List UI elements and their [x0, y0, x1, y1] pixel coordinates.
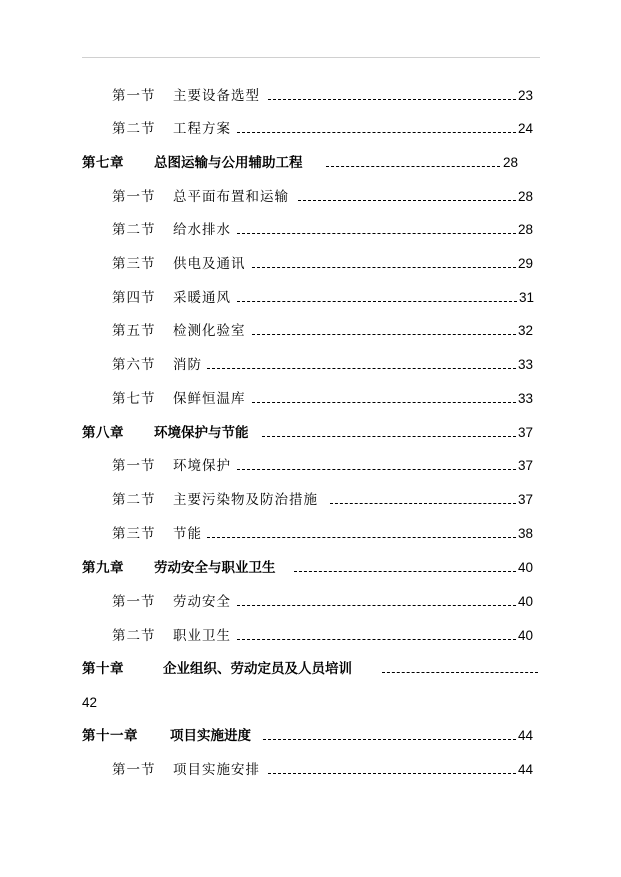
toc-entry-page: 23 — [518, 88, 534, 103]
toc-entry-section[interactable] — [0, 624, 621, 648]
toc-leader-dots — [237, 233, 516, 234]
toc-entry-label: 第一节 — [112, 189, 156, 205]
toc-leader-dots — [326, 166, 500, 167]
toc-entry-page: 28 — [518, 189, 534, 204]
toc-leader-dots — [237, 469, 516, 470]
toc-entry-title: 工程方案 — [173, 121, 231, 137]
toc-leader-dots — [262, 436, 516, 437]
toc-leader-dots — [237, 639, 516, 640]
toc-entry-chapter[interactable] — [0, 724, 621, 748]
toc-entry-chapter[interactable] — [0, 421, 621, 445]
toc-entry-title: 总平面布置和运输 — [173, 189, 289, 205]
toc-entry-chapter[interactable] — [0, 657, 621, 681]
toc-entry-title: 项目实施安排 — [173, 762, 260, 778]
toc-entry-label: 第六节 — [112, 357, 156, 373]
toc-leader-dots — [294, 571, 516, 572]
toc-entry-title: 采暖通风 — [173, 290, 231, 306]
toc-leader-dots — [237, 132, 516, 133]
toc-entry-title: 环境保护与节能 — [154, 425, 249, 441]
toc-entry-page: 31 — [519, 290, 535, 305]
toc-entry-title: 项目实施进度 — [170, 728, 251, 744]
toc-entry-page: 38 — [518, 526, 534, 541]
toc-entry-section[interactable] — [0, 319, 621, 343]
toc-entry-page: 24 — [518, 121, 534, 136]
toc-entry-section[interactable] — [0, 286, 621, 310]
toc-entry-section[interactable] — [0, 84, 621, 108]
toc-leader-dots — [237, 301, 517, 302]
toc-entry-label: 第二节 — [112, 492, 156, 508]
toc-entry-chapter[interactable] — [0, 151, 621, 175]
toc-entry-section[interactable] — [0, 218, 621, 242]
toc-entry-section[interactable] — [0, 522, 621, 546]
toc-entry-title: 环境保护 — [173, 458, 231, 474]
toc-entry-page: 29 — [518, 256, 534, 271]
toc-entry-label: 第五节 — [112, 323, 156, 339]
toc-entry-title: 供电及通讯 — [173, 256, 246, 272]
toc-entry-page: 37 — [518, 458, 534, 473]
toc-entry-page: 33 — [518, 357, 534, 372]
toc-entry-page: 44 — [518, 728, 534, 743]
toc-entry-label: 第三节 — [112, 256, 156, 272]
toc-leader-dots — [207, 537, 516, 538]
toc-entry-section[interactable] — [0, 185, 621, 209]
toc-entry-label: 第二节 — [112, 222, 156, 238]
toc-entry-section[interactable] — [0, 387, 621, 411]
toc-entry-label: 第一节 — [112, 458, 156, 474]
toc-leader-dots — [252, 402, 516, 403]
toc-entry-label: 第七节 — [112, 391, 156, 407]
toc-leader-dots — [268, 99, 516, 100]
toc-leader-dots — [252, 267, 516, 268]
toc-entry-section[interactable] — [0, 252, 621, 276]
toc-entry-title: 节能 — [173, 526, 202, 542]
toc-entry-title: 劳动安全 — [173, 594, 231, 610]
toc-entry-label: 第一节 — [112, 88, 156, 104]
toc-leader-dots — [237, 605, 516, 606]
toc-entry-label: 第四节 — [112, 290, 156, 306]
toc-entry-page: 44 — [518, 762, 534, 777]
toc-entry-title: 职业卫生 — [173, 628, 231, 644]
toc-leader-dots — [252, 334, 516, 335]
toc-entry-label: 第八章 — [82, 425, 124, 441]
toc-entry-chapter[interactable] — [0, 556, 621, 580]
toc-entry-section[interactable] — [0, 590, 621, 614]
toc-leader-dots — [207, 368, 516, 369]
toc-entry-label: 第十章 — [82, 661, 124, 677]
toc-entry-title: 企业组织、劳动定员及人员培训 — [163, 661, 352, 677]
toc-leader-dots — [382, 672, 538, 673]
toc-entry-page: 42 — [82, 695, 98, 710]
toc-entry-title: 劳动安全与职业卫生 — [154, 560, 276, 576]
toc-entry-label: 第七章 — [82, 155, 124, 171]
toc-entry-title: 保鲜恒温库 — [173, 391, 246, 407]
toc-entry-title: 消防 — [173, 357, 202, 373]
toc-leader-dots — [330, 503, 516, 504]
toc-entry-label: 第一节 — [112, 762, 156, 778]
toc-entry-page: 37 — [518, 425, 534, 440]
toc-entry-page: 40 — [518, 628, 534, 643]
toc-entry-page: 40 — [518, 560, 534, 575]
toc-entry-section[interactable] — [0, 758, 621, 782]
toc-entry-page: 40 — [518, 594, 534, 609]
toc-entry-section[interactable] — [0, 353, 621, 377]
toc-entry-title: 主要污染物及防治措施 — [173, 492, 318, 508]
toc-entry-page: 37 — [518, 492, 534, 507]
toc-entry-label: 第二节 — [112, 121, 156, 137]
toc-entry-section[interactable] — [0, 488, 621, 512]
toc-entry-page: 33 — [518, 391, 534, 406]
toc-entry-label: 第一节 — [112, 594, 156, 610]
toc-entry-label: 第三节 — [112, 526, 156, 542]
toc-entry-title: 总图运输与公用辅助工程 — [154, 155, 303, 171]
toc-entry-title: 主要设备选型 — [173, 88, 260, 104]
toc-entry-section[interactable] — [0, 117, 621, 141]
toc-entry-label: 第九章 — [82, 560, 124, 576]
toc-entry-title: 给水排水 — [173, 222, 231, 238]
toc-leader-dots — [263, 739, 516, 740]
toc-leader-dots — [268, 773, 516, 774]
toc-entry-label: 第十一章 — [82, 728, 138, 744]
toc-entry-section[interactable] — [0, 454, 621, 478]
toc-entry-page: 28 — [518, 222, 534, 237]
toc-entry-page: 32 — [518, 323, 534, 338]
toc-entry-page: 28 — [503, 155, 519, 170]
toc-entry-label: 第二节 — [112, 628, 156, 644]
toc-entry-title: 检测化验室 — [173, 323, 246, 339]
toc-leader-dots — [298, 200, 516, 201]
